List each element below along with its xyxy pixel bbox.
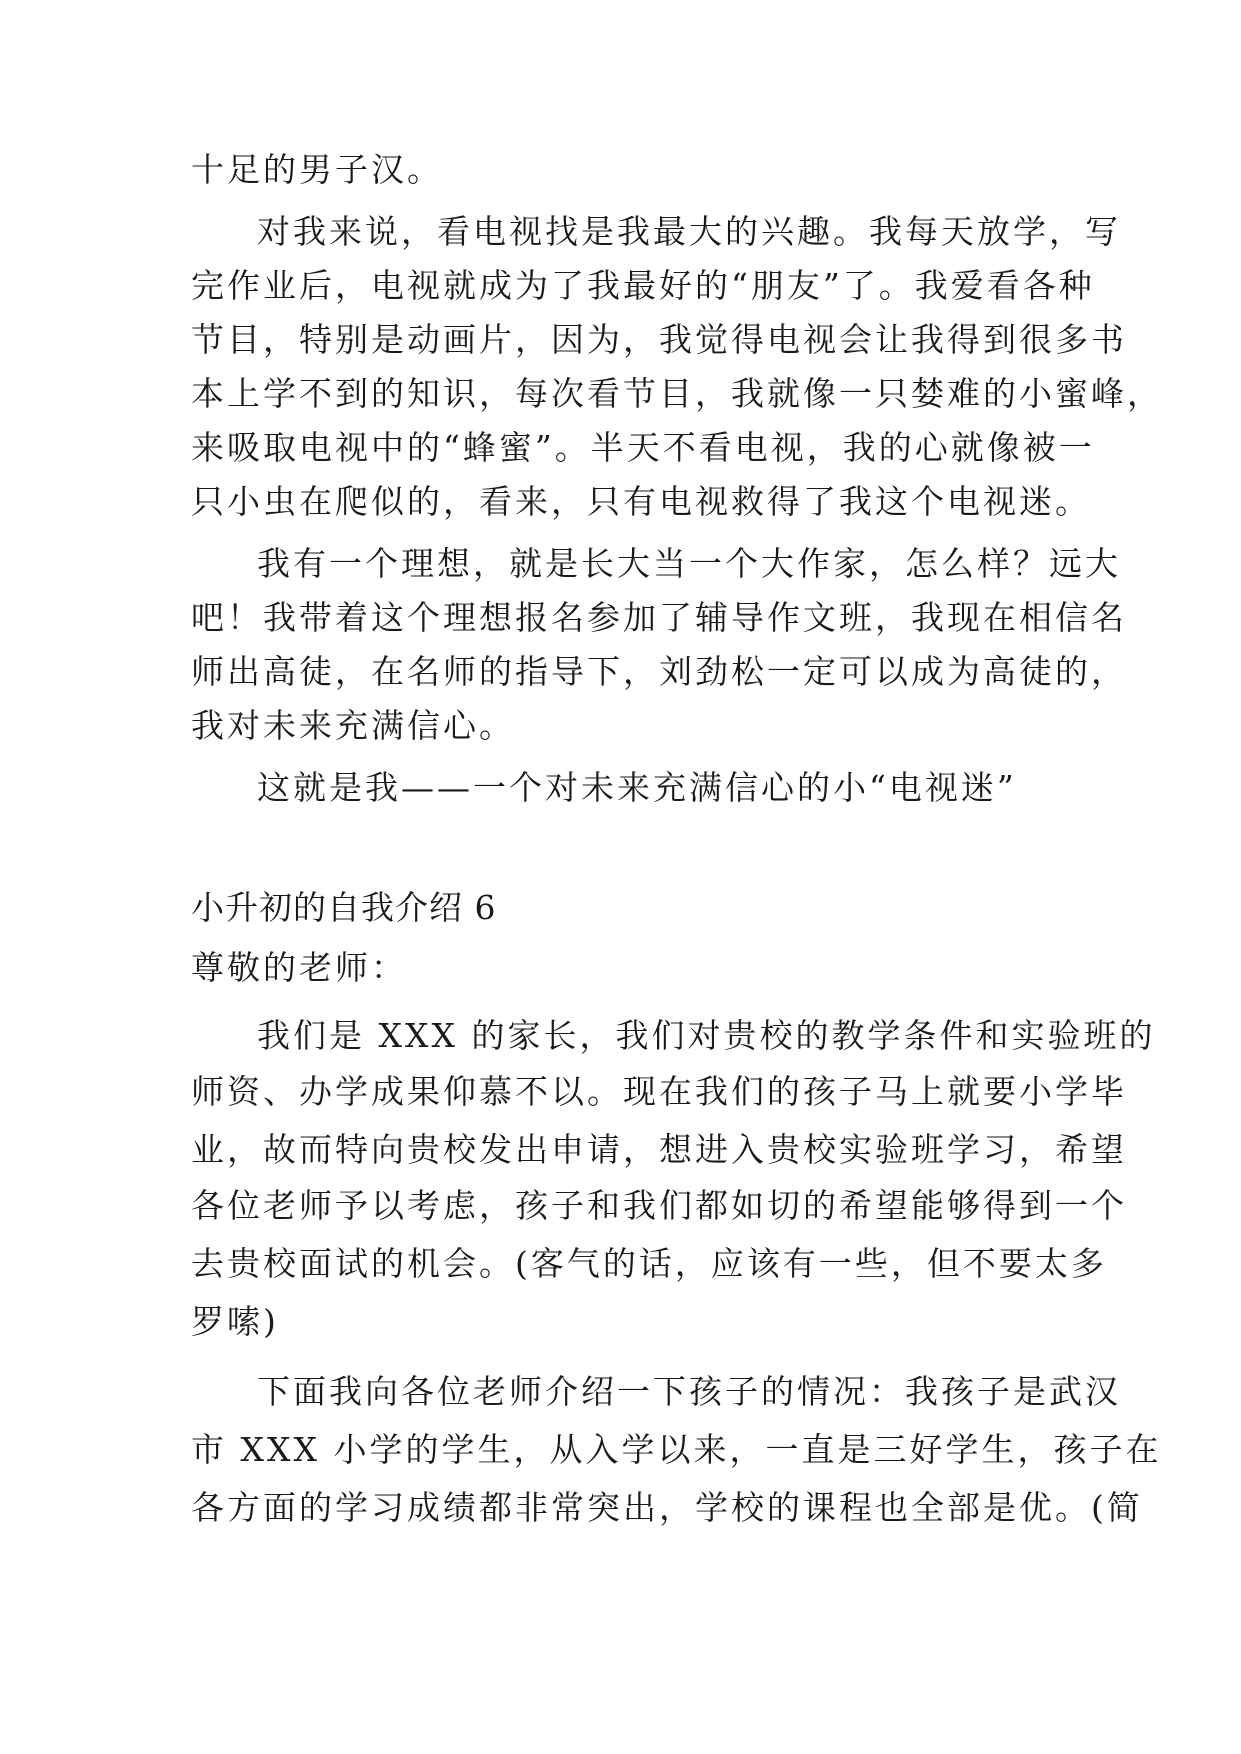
text-line: 完作业后，电视就成为了我最好的“朋友”了。我爱看各种 bbox=[191, 266, 1095, 305]
text-line: 只小虫在爬似的，看来，只有电视救得了我这个电视迷。 bbox=[191, 482, 1091, 521]
text-line: 去贵校面试的机会。(客气的话，应该有一些，但不要太多 bbox=[191, 1244, 1107, 1283]
text-line: 各方面的学习成绩都非常突出，学校的课程也全部是优。(简 bbox=[191, 1488, 1143, 1527]
text-line: 罗嗦) bbox=[191, 1302, 279, 1341]
text-line: 十足的男子汉。 bbox=[191, 150, 443, 189]
text-line: 师资、办学成果仰慕不以。现在我们的孩子马上就要小学毕 bbox=[191, 1072, 1127, 1111]
paragraph-start: 我们是 XXX 的家长，我们对贵校的教学条件和实验班的 bbox=[257, 1016, 1156, 1055]
text-line: 我对未来充满信心。 bbox=[191, 706, 515, 745]
text-line: 师出高徒，在名师的指导下，刘劲松一定可以成为高徒的， bbox=[191, 652, 1127, 691]
text-line: 各位老师予以考虑，孩子和我们都如切的希望能够得到一个 bbox=[191, 1186, 1127, 1225]
paragraph-start: 这就是我——一个对未来充满信心的小“电视迷” bbox=[257, 768, 1017, 807]
text-line: 市 XXX 小学的学生，从入学以来，一直是三好学生，孩子在 bbox=[191, 1430, 1162, 1469]
paragraph-start: 下面我向各位老师介绍一下孩子的情况：我孩子是武汉 bbox=[257, 1372, 1121, 1411]
paragraph-start: 对我来说，看电视找是我最大的兴趣。我每天放学，写 bbox=[257, 212, 1121, 251]
text-line: 来吸取电视中的“蜂蜜”。半天不看电视，我的心就像被一 bbox=[191, 428, 1095, 467]
text-line: 吧！我带着这个理想报名参加了辅导作文班，我现在相信名 bbox=[191, 598, 1127, 637]
salutation: 尊敬的老师： bbox=[191, 948, 407, 987]
section-heading: 小升初的自我介绍 6 bbox=[191, 888, 497, 927]
text-line: 本上学不到的知识，每次看节目，我就像一只婪难的小蜜峰， bbox=[191, 374, 1163, 413]
text-line: 业，故而特向贵校发出申请，想进入贵校实验班学习，希望 bbox=[191, 1130, 1127, 1169]
text-line: 节目，特别是动画片，因为，我觉得电视会让我得到很多书 bbox=[191, 320, 1127, 359]
paragraph-start: 我有一个理想，就是长大当一个大作家，怎么样？远大 bbox=[257, 544, 1121, 583]
